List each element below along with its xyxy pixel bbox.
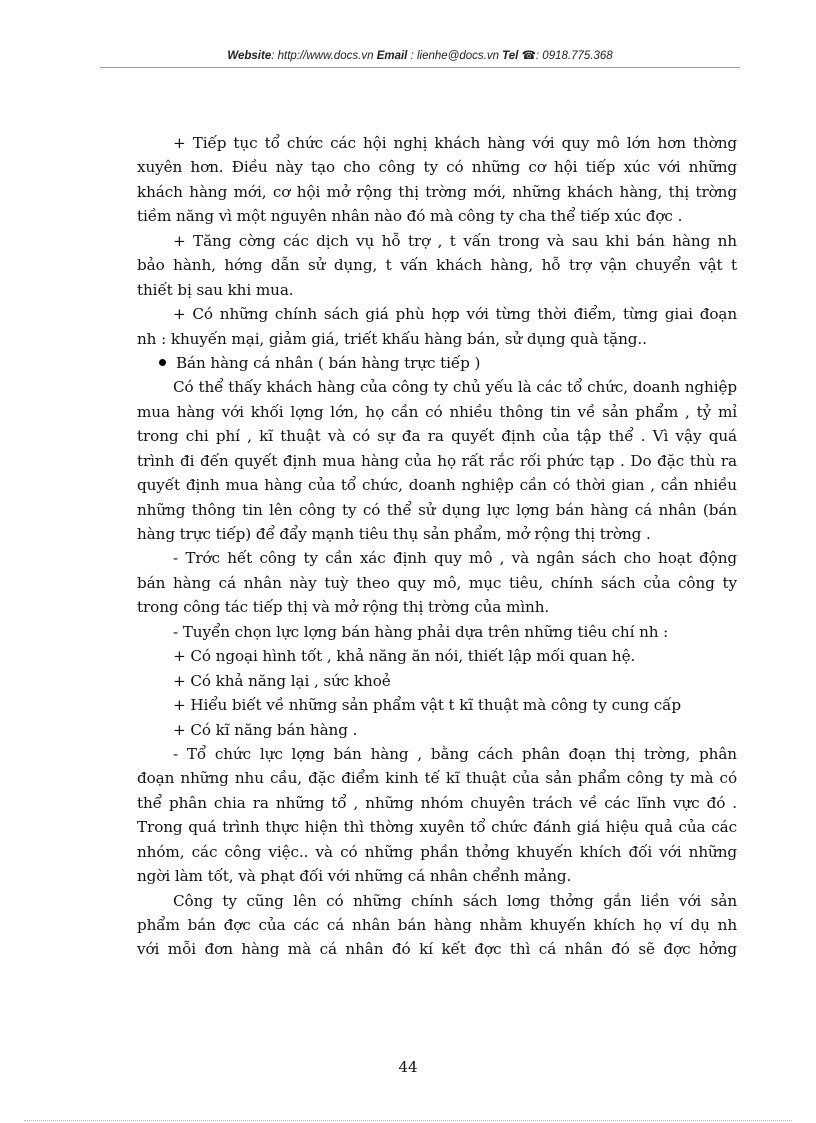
header-divider xyxy=(100,67,740,68)
text-line: - Tổ chức lực lợng bán hàng , bằng cách phân đoạn thị trờng, phân xyxy=(173,744,737,763)
text-line: + Tiếp tục tổ chức các hội nghị khách hàng với quy mô lớn hơn thờng xyxy=(173,134,737,152)
text-line: - Tuyển chọn lực lợng bán hàng phải dựa trên những tiêu chí nh : xyxy=(173,622,669,641)
text-line: + Có kĩ năng bán hàng . xyxy=(173,720,358,739)
text-line: + Có những chính sách giá phù hợp với từng thời điểm, từng giai đoạn xyxy=(173,305,737,324)
tel-value: : 0918.775.368 xyxy=(535,50,613,62)
text-line: bán hàng cá nhân này tuỳ theo quy mô, mục tiêu, chính sách của công ty xyxy=(137,573,737,592)
phone-icon: ☎ xyxy=(521,50,536,62)
website-label: Website xyxy=(227,50,272,62)
text-line: xuyên hơn. Điều này tạo cho công ty có những cơ hội tiếp xúc với những xyxy=(137,158,737,177)
bullet-heading xyxy=(137,351,737,375)
text-line: tiềm năng vì một nguyên nhân nào đó mà công ty cha thể tiếp xúc đợc . xyxy=(137,207,683,226)
text-line: ngời làm tốt, và phạt đối với những cá nhân chểnh mảng. xyxy=(137,867,572,886)
text-line: + Có ngoại hình tốt , khả năng ăn nói, thiết lập mối quan hệ. xyxy=(173,647,636,666)
text-line: nhóm, các công việc.. và có những phần thởng khuyến khích đối với những xyxy=(137,842,737,861)
text-line: Có thể thấy khách hàng của công ty chủ yếu là các tổ chức, doanh nghiệp xyxy=(173,378,737,397)
website-value: : http://www.docs.vn xyxy=(271,50,374,62)
text-line: thiết bị sau khi mua. xyxy=(137,280,294,299)
text-line: mua hàng với khối lợng lớn, họ cần có nhiều thông tin về sản phẩm , tỷ mỉ xyxy=(137,402,737,421)
text-line: trình đi đến quyết định mua hàng của họ rất rắc rối phức tạp . Do đặc thù ra xyxy=(137,451,737,470)
text-line: nh : khuyến mại, giảm giá, triết khấu hàng bán, sử dụng quà tặng.. xyxy=(137,329,647,348)
text-line: phẩm bán đợc của các cá nhân bán hàng nhằm khuyến khích họ ví dụ nh xyxy=(137,916,737,934)
document-body xyxy=(137,131,737,962)
text-line: quyết định mua hàng của tổ chức, doanh nghiệp cần có thời gian , cần nhiều xyxy=(137,476,737,495)
text-line: - Trớc hết công ty cần xác định quy mô , và ngân sách cho hoạt động xyxy=(173,549,737,568)
text-line: + Có khả năng lại , sức khoẻ xyxy=(173,671,391,690)
bullet-icon xyxy=(159,359,166,366)
text-line: trong chi phí , kĩ thuật và có sự đa ra quyết định của tập thể . Vì vậy quá xyxy=(137,427,737,446)
page-bottom-border xyxy=(24,1120,792,1121)
tel-label: Tel xyxy=(502,50,519,62)
page-header xyxy=(100,48,740,62)
text-line: những thông tin lên công ty có thể sử dụng lực lợng bán hàng cá nhân (bán xyxy=(137,500,737,519)
bullet-heading-text: Bán hàng cá nhân ( bán hàng trực tiếp ) xyxy=(176,353,481,372)
text-line: trong công tác tiếp thị và mở rộng thị trờng của mình. xyxy=(137,598,550,617)
text-line: bảo hành, hớng dẫn sử dụng, t vấn khách hàng, hỗ trợ vận chuyển vật t xyxy=(137,256,737,275)
text-line: đoạn những nhu cầu, đặc điểm kinh tế kĩ thuật của sản phẩm công ty mà có xyxy=(137,769,737,788)
text-line: với mỗi đơn hàng mà cá nhân đó kí kết đợc thì cá nhân đó sẽ đợc hởng xyxy=(137,940,737,959)
text-line: khách hàng mới, cơ hội mở rộng thị trờng mới, những khách hàng, thị trờng xyxy=(137,182,737,201)
text-line: thể phân chia ra những tổ , những nhóm chuyên trách về các lĩnh vực đó . xyxy=(137,793,737,812)
text-line: + Tăng cờng các dịch vụ hỗ trợ , t vấn trong và sau khi bán hàng nh xyxy=(173,231,737,250)
email-value: : lienhe@docs.vn xyxy=(410,50,499,62)
email-label: Email xyxy=(376,50,408,62)
text-line: hàng trực tiếp) để đẩy mạnh tiêu thụ sản phẩm, mở rộng thị trờng . xyxy=(137,525,651,543)
text-line: Trong quá trình thực hiện thì thờng xuyên tổ chức đánh giá hiệu quả của các xyxy=(137,818,737,837)
text-line: + Hiểu biết về những sản phẩm vật t kĩ thuật mà công ty cung cấp xyxy=(173,696,681,715)
text-line: Công ty cũng lên có những chính sách lơng thởng gắn liền với sản xyxy=(173,891,737,910)
page-number: 44 xyxy=(398,1058,418,1076)
